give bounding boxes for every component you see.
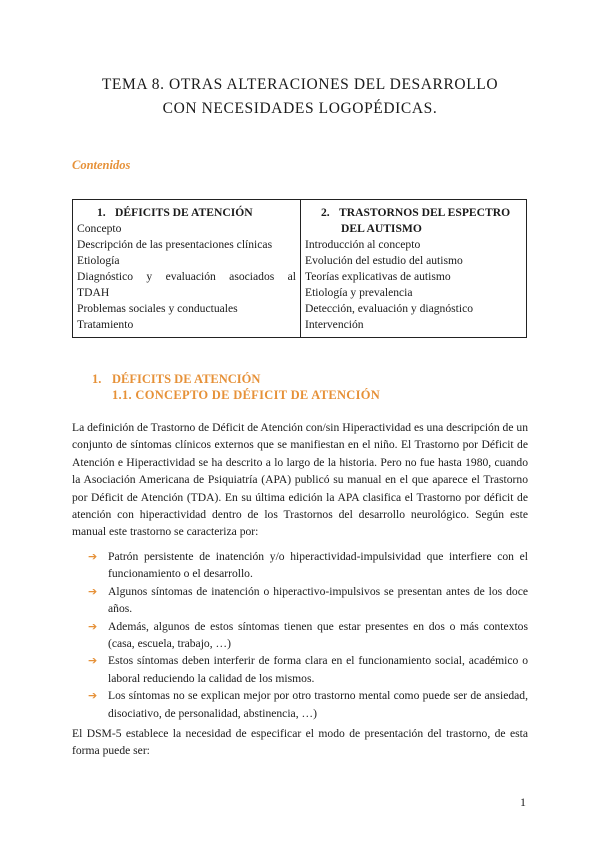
list-item: [88, 687, 528, 722]
toc-column-autism: [301, 200, 526, 337]
toc-item: Etiología y prevalencia: [305, 286, 413, 299]
list-item: [88, 652, 528, 687]
toc-item: Descripción de las presentaciones clínicas: [77, 238, 273, 251]
list-item-text: Algunos síntomas de inatención o hiperactivo-impulsivos se presentan antes de los doce años.: [108, 584, 528, 616]
toc-item: Problemas sociales y conductuales: [77, 302, 238, 315]
list-item-text: Patrón persistente de inatención y/o hiperactividad-impulsividad que interfiere con el funcionamiento o el desarrollo.: [108, 550, 528, 581]
toc-item: Tratamiento: [77, 318, 134, 331]
toc-item: Etiología: [77, 254, 120, 267]
arrow-icon: ➔: [88, 654, 98, 668]
toc-heading-number: 1.: [97, 206, 106, 219]
criteria-list: [88, 548, 528, 722]
toc-heading-autism-line2: DEL AUTISMO: [341, 222, 422, 235]
section-heading: [92, 372, 260, 387]
arrow-icon: ➔: [88, 619, 98, 633]
arrow-icon: ➔: [88, 550, 98, 563]
toc-item: Intervención: [305, 318, 364, 331]
arrow-icon: ➔: [88, 689, 98, 703]
list-item-text: Además, algunos de estos síntomas tienen que estar presentes en dos o más contextos (casa, escuela, trabajo, …): [108, 619, 528, 651]
list-item: [88, 618, 528, 653]
toc-item: Concepto: [77, 222, 122, 235]
toc-heading-autism: [305, 205, 522, 221]
list-item: [88, 548, 528, 583]
toc-heading-number: 2.: [321, 206, 330, 219]
toc-item: Detección, evaluación y diagnóstico: [305, 302, 474, 315]
toc-item: Introducción al concepto: [305, 238, 421, 251]
title-line-2: CON NECESIDADES LOGOPÉDICAS.: [162, 100, 438, 117]
toc-heading-text: DÉFICITS DE ATENCIÓN: [115, 206, 253, 219]
section-title: DÉFICITS DE ATENCIÓN: [112, 372, 261, 386]
toc-column-attention: [73, 200, 301, 337]
dsm-paragraph: El DSM-5 establece la necesidad de especificar el modo de presentación del trastorno, de esta forma puede ser:: [72, 727, 528, 758]
toc-item: Evolución del estudio del autismo: [305, 254, 463, 267]
toc-heading-text: TRASTORNOS DEL ESPECTRO: [339, 206, 511, 219]
page-number: 1: [520, 795, 526, 809]
arrow-icon: ➔: [88, 584, 98, 598]
toc-item: TDAH: [77, 286, 110, 299]
contents-table: [72, 199, 527, 338]
list-item: [88, 583, 528, 618]
subsection-heading: 1.1. CONCEPTO DE DÉFICIT DE ATENCIÓN: [112, 388, 381, 402]
list-item-text: Estos síntomas deben interferir de forma clara en el funcionamiento social, académico o laboral reduciendo la calidad de los mismos.: [108, 654, 528, 685]
toc-item: Teorías explicativas de autismo: [305, 270, 451, 283]
intro-paragraph: La definición de Trastorno de Déficit de Atención con/sin Hiperactividad es una descripción de un conjunto de síntomas clínicos externos que se manifiestan en el niño. El Trastorno por Déficit de Atención e Hiperactividad se ha descrito a lo largo de la historia. Pero no fue hasta 1980, cuando la Asociación Americana de Psiquiatría (APA) publicó su manual en el que aparece el Trastorno por Déficit de Atención (TDA). En su última edición la APA clasifica el Trastorno por déficit de atención con hiperactividad dentro de los Trastornos del desarrollo neurológico. Según este manual este trastorno se caracteriza por:: [72, 421, 528, 539]
toc-heading-attention: [77, 205, 296, 221]
toc-item: Diagnóstico y evaluación asociados al: [77, 270, 296, 283]
title-line-1: TEMA 8. OTRAS ALTERACIONES DEL DESARROLLO: [101, 76, 499, 93]
section-number: 1.: [92, 372, 102, 386]
contents-label: Contenidos: [72, 158, 131, 172]
document-title: [60, 73, 540, 121]
list-item-text: Los síntomas no se explican mejor por otro trastorno mental como puede ser de ansiedad, disociativo, de personalidad, abstinencia, …): [108, 689, 528, 720]
